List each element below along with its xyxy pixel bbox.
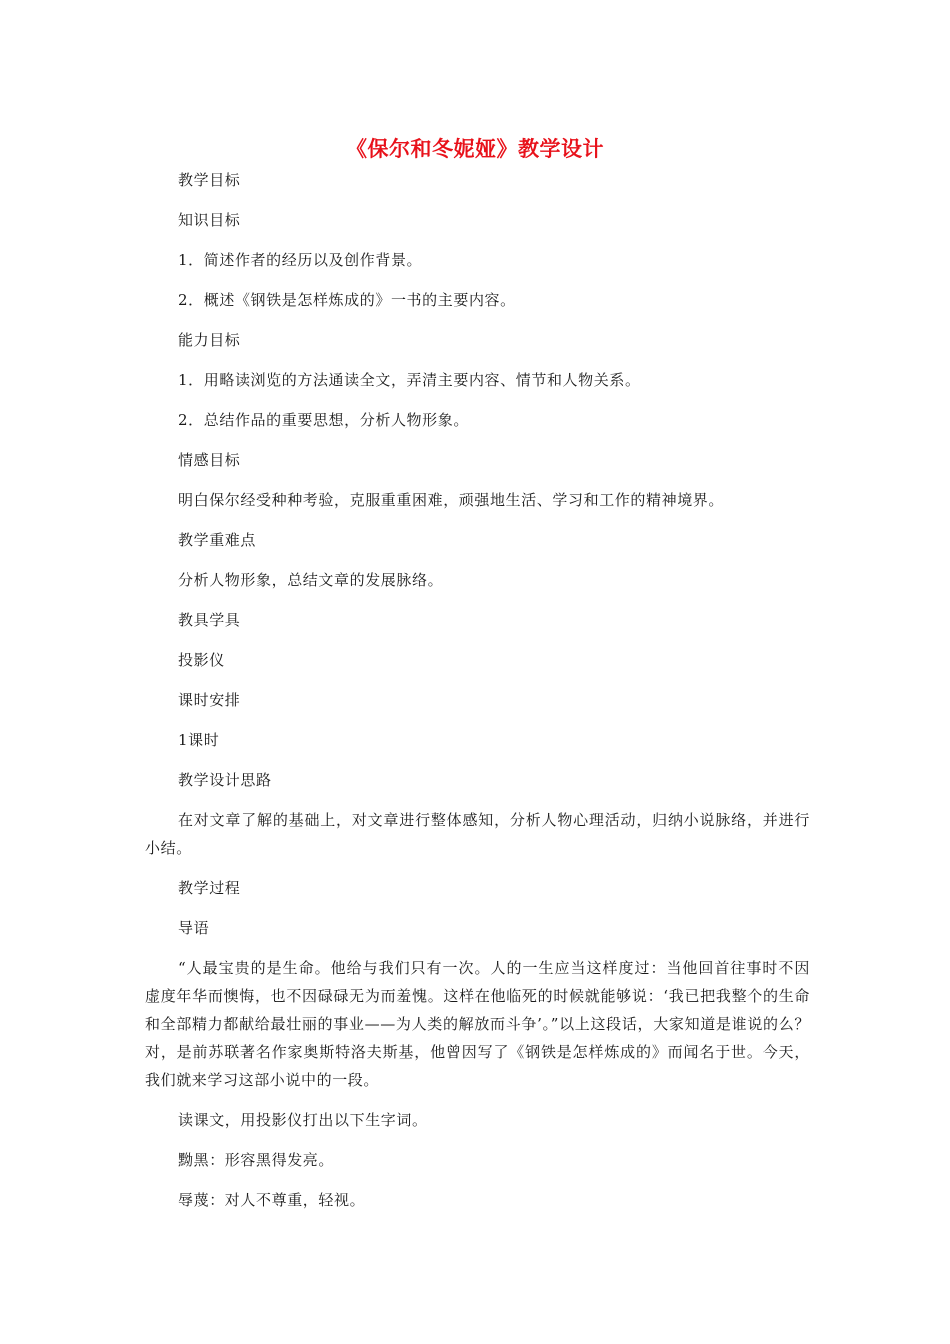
vocabulary-item: 辱蔑：对人不尊重，轻视。 <box>178 1191 366 1209</box>
heading-key-points: 教学重难点 <box>178 531 257 549</box>
reading-instruction: 读课文，用投影仪打出以下生字词。 <box>178 1111 428 1129</box>
heading-ability-goals: 能力目标 <box>178 331 241 349</box>
heading-teaching-aids: 教具学具 <box>178 611 241 629</box>
document-body <box>145 166 810 1226</box>
teaching-aids-text: 投影仪 <box>178 651 225 669</box>
schedule-text: 1课时 <box>178 731 220 749</box>
heading-schedule: 课时安排 <box>178 691 241 709</box>
ability-goal-item: 1．用略读浏览的方法通读全文，弄清主要内容、情节和人物关系。 <box>178 371 641 389</box>
heading-emotion-goals: 情感目标 <box>178 451 241 469</box>
heading-knowledge-goals: 知识目标 <box>178 211 241 229</box>
vocabulary-item: 黝黑：形容黑得发亮。 <box>178 1151 335 1169</box>
key-points-text: 分析人物形象，总结文章的发展脉络。 <box>178 571 444 589</box>
knowledge-goal-item: 2．概述《钢铁是怎样炼成的》一书的主要内容。 <box>178 291 516 309</box>
heading-design-idea: 教学设计思路 <box>178 771 272 789</box>
design-idea-text: 在对文章了解的基础上，对文章进行整体感知，分析人物心理活动，归纳小说脉络，并进行小结。 <box>145 811 810 857</box>
heading-teaching-process: 教学过程 <box>178 879 241 897</box>
introduction-text: “人最宝贵的是生命。他给与我们只有一次。人的一生应当这样度过：当他回首往事时不因虚度年华而懊悔，也不因碌碌无为而羞愧。这样在他临死的时候就能够说：‘我已把我整个的生命和全部精力都献给最壮丽的事业——为人类的解放而斗争’。”以上这段话，大家知道是谁说的么？对，是前苏联著名作家奥斯特洛夫斯基，他曾因写了《钢铁是怎样炼成的》而闻名于世。今天，我们就来学习这部小说中的一段。 <box>145 959 810 1089</box>
ability-goal-item: 2．总结作品的重要思想，分析人物形象。 <box>178 411 469 429</box>
heading-introduction: 导语 <box>178 919 210 937</box>
heading-teaching-goals: 教学目标 <box>178 171 241 189</box>
document-title: 《保尔和冬妮娅》教学设计 <box>346 137 604 161</box>
knowledge-goal-item: 1．简述作者的经历以及创作背景。 <box>178 251 423 269</box>
emotion-goal-text: 明白保尔经受种种考验，克服重重困难，顽强地生活、学习和工作的精神境界。 <box>178 491 725 509</box>
